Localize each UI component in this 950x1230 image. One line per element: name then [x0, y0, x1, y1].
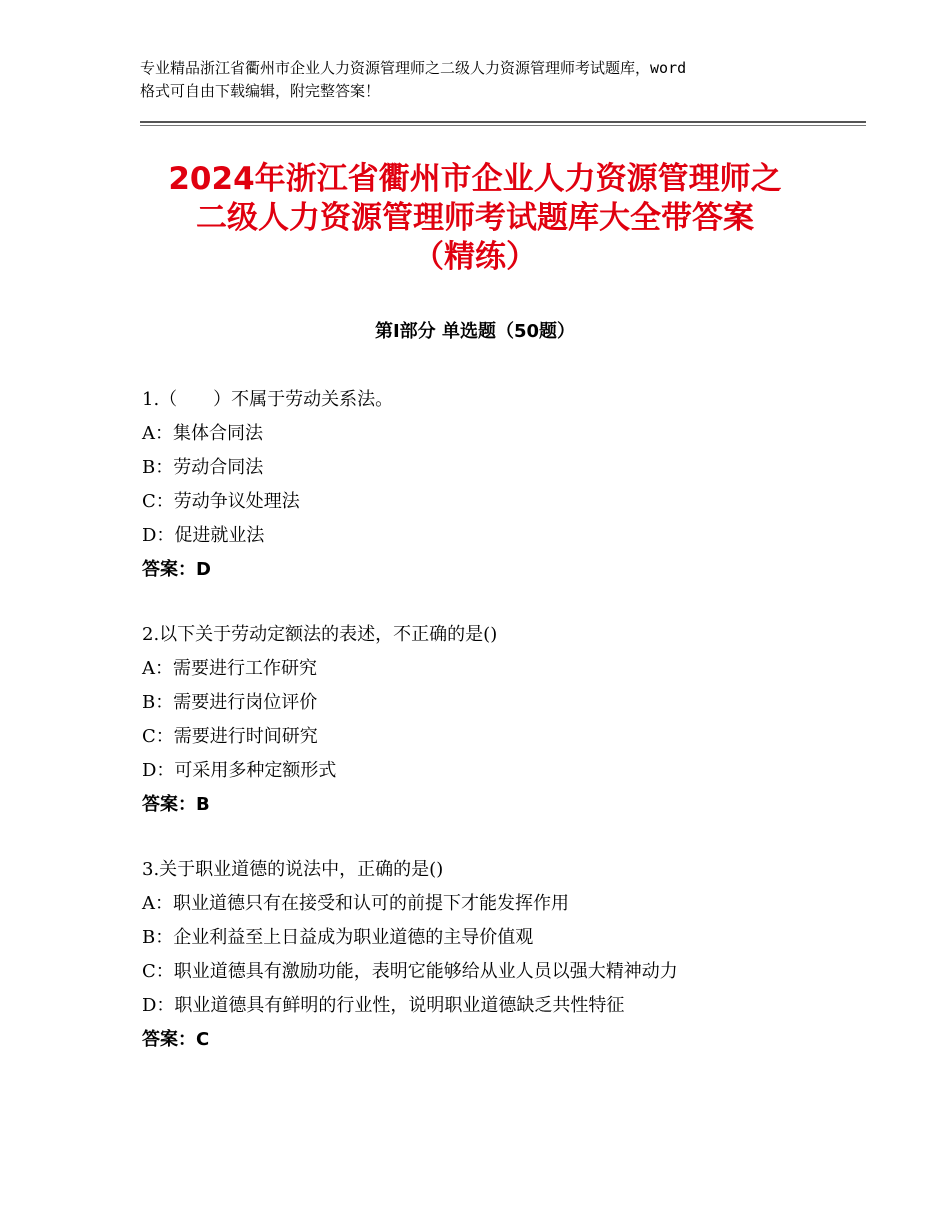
- question-stem: 1.（ ）不属于劳动关系法。: [142, 389, 394, 410]
- document-title-line-1: 2024年浙江省衢州市企业人力资源管理师之: [168, 161, 782, 197]
- header-note-line-2: 格式可自由下载编辑，附完整答案！: [140, 82, 381, 100]
- header-divider-thick: [140, 121, 866, 123]
- header-divider-thin: [140, 125, 866, 126]
- question-list: [142, 383, 862, 1088]
- option-b: B：企业利益至上日益成为职业道德的主导价值观: [142, 927, 534, 948]
- option-b: B：需要进行岗位评价: [142, 692, 318, 713]
- document-title-line-3: （精练）: [413, 239, 537, 275]
- option-c: C：劳动争议处理法: [142, 491, 300, 512]
- header-note: [140, 57, 840, 103]
- option-b: B：劳动合同法: [142, 457, 264, 478]
- question-stem: 3.关于职业道德的说法中，正确的是(): [142, 859, 444, 880]
- question-stem: 2.以下关于劳动定额法的表述，不正确的是(): [142, 624, 498, 645]
- option-a: A：职业道德只有在接受和认可的前提下才能发挥作用: [142, 893, 569, 914]
- answer: 答案：C: [142, 1029, 210, 1050]
- answer: 答案：B: [142, 794, 210, 815]
- option-c: C：职业道德具有激励功能，表明它能够给从业人员以强大精神动力: [142, 961, 678, 982]
- document-title: [100, 160, 850, 277]
- question-3: [142, 853, 862, 1057]
- option-d: D：促进就业法: [142, 525, 265, 546]
- header-note-line-1: 专业精品浙江省衢州市企业人力资源管理师之二级人力资源管理师考试题库，word: [140, 59, 687, 77]
- answer: 答案：D: [142, 559, 211, 580]
- option-a: A：集体合同法: [142, 423, 263, 444]
- section-title: 第Ⅰ部分 单选题（50题）: [374, 321, 575, 342]
- option-d: D：职业道德具有鲜明的行业性，说明职业道德缺乏共性特征: [142, 995, 625, 1016]
- option-a: A：需要进行工作研究: [142, 658, 317, 679]
- question-2: [142, 618, 862, 822]
- document-title-line-2: 二级人力资源管理师考试题库大全带答案: [196, 200, 754, 236]
- question-1: [142, 383, 862, 587]
- option-c: C：需要进行时间研究: [142, 726, 318, 747]
- option-d: D：可采用多种定额形式: [142, 760, 337, 781]
